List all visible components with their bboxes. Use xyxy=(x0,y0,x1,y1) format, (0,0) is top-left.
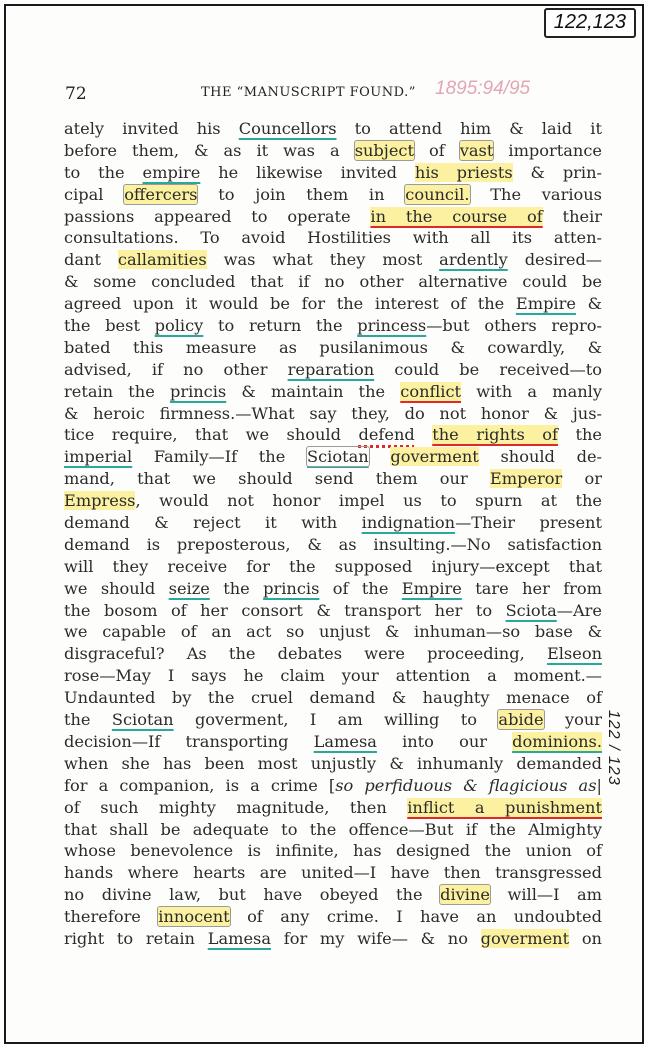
annotated-word: the rights of xyxy=(432,425,558,445)
text-line xyxy=(64,600,602,622)
page-header xyxy=(61,78,621,106)
page-number: 72 xyxy=(65,84,87,104)
text-line xyxy=(64,337,602,359)
annotated-word: in the course of xyxy=(370,206,543,226)
text-line xyxy=(64,490,602,512)
text-segment: desired— xyxy=(507,250,602,270)
text-segment xyxy=(369,447,391,466)
annotated-word: ardently xyxy=(439,250,508,270)
text-segment: of the xyxy=(319,578,402,598)
text-segment: the bosom of her consort & transport her to xyxy=(64,600,506,620)
text-segment: was what they most xyxy=(206,250,440,270)
text-segment: cipal xyxy=(64,184,125,204)
text-segment: disgraceful? As the debates were proceeding, xyxy=(64,644,547,664)
text-line xyxy=(64,381,602,403)
annotated-word: policy xyxy=(154,316,204,336)
text-segment: should de- xyxy=(478,447,602,467)
text-segment: consultations. To avoid Hostilities with all its atten- xyxy=(64,228,602,248)
text-segment: to the xyxy=(64,162,143,182)
text-segment: the xyxy=(64,710,112,730)
margin-handwritten-note: 122 / 123 xyxy=(605,710,622,786)
text-segment: agreed upon it would be for the interest of the xyxy=(64,294,516,314)
annotated-word: Lamesa xyxy=(313,731,377,751)
text-segment: & some concluded that if no other alternative could be xyxy=(64,272,602,292)
annotated-word: imperial xyxy=(64,447,133,467)
text-segment: ately invited his xyxy=(64,119,239,138)
text-line xyxy=(64,709,602,731)
text-line xyxy=(64,359,602,381)
annotated-word: goverment xyxy=(480,928,570,948)
text-segment: decision—If transporting xyxy=(64,731,314,751)
text-line xyxy=(64,118,602,140)
scanned-page xyxy=(4,4,644,1044)
annotated-word: inflict a punishment xyxy=(407,797,602,817)
text-line xyxy=(64,534,602,556)
text-segment: your xyxy=(543,710,602,730)
text-segment: to attend him & laid it xyxy=(336,119,602,138)
text-line xyxy=(64,884,602,906)
text-line xyxy=(64,840,602,862)
annotated-word: defend xyxy=(358,425,415,445)
text-segment: demand is preposterous, & as insulting.—No satisfaction xyxy=(64,534,602,554)
text-segment: for my wife— & no xyxy=(271,928,481,948)
text-segment: into our xyxy=(376,731,513,751)
text-segment: tare her from xyxy=(461,578,603,598)
text-segment: of xyxy=(413,140,460,160)
text-line xyxy=(64,621,602,643)
handwritten-page-note: 1895:94/95 xyxy=(435,78,531,99)
annotated-word: innocent xyxy=(158,907,230,927)
text-line xyxy=(64,293,602,315)
text-line xyxy=(64,578,602,600)
text-segment: , would not honor impel us to spurn at the xyxy=(135,491,602,511)
annotated-word: princis xyxy=(263,578,320,598)
text-segment: —Their present xyxy=(455,513,602,533)
annotated-word: council. xyxy=(405,184,470,204)
annotated-word: Sciotan xyxy=(111,710,174,730)
text-segment: & heroic firmness.—What say they, do not honor & jus- xyxy=(64,403,602,423)
text-segment: bated this measure as pusilanimous & cowardly, & xyxy=(64,337,602,357)
text-line xyxy=(64,162,602,184)
text-segment: that shall be adequate to the offence—But if the Almighty xyxy=(64,819,602,839)
text-segment: their xyxy=(542,206,602,226)
text-segment: on xyxy=(569,928,602,948)
text-segment: whose benevolence is infinite, has designed the union of xyxy=(64,841,602,861)
text-segment: to return the xyxy=(203,316,358,336)
text-line xyxy=(64,184,602,206)
annotated-word: Empire xyxy=(515,294,576,314)
text-segment: importance xyxy=(493,140,603,160)
text-line xyxy=(64,928,602,950)
text-line xyxy=(64,665,602,687)
annotated-word: vast xyxy=(459,140,494,160)
text-segment: hands where hearts are united—I have then transgressed xyxy=(64,863,602,883)
annotated-word: princis xyxy=(169,381,227,401)
text-segment: & xyxy=(575,294,602,314)
annotated-word: subject xyxy=(354,140,414,160)
text-segment: mand, that we should send them our xyxy=(64,469,490,489)
text-line xyxy=(64,468,602,490)
text-segment: will—I am xyxy=(489,885,602,905)
annotated-word: empire xyxy=(142,162,201,182)
annotated-word: Sciota xyxy=(505,600,557,620)
annotated-word: callamities xyxy=(117,250,207,270)
annotated-word: so perfiduous & flagicious as xyxy=(335,775,597,795)
text-segment: | xyxy=(596,775,602,795)
text-line xyxy=(64,906,602,928)
text-segment: passions appeared to operate xyxy=(64,206,371,226)
reference-number-box: 122,123 xyxy=(544,8,636,38)
text-segment: dant xyxy=(64,250,118,270)
text-line xyxy=(64,206,602,228)
annotated-word: offercers xyxy=(124,184,198,204)
annotated-word: dominions. xyxy=(512,731,602,751)
text-line xyxy=(64,687,602,709)
text-segment: & maintain the xyxy=(226,381,401,401)
text-segment: right to retain xyxy=(64,928,208,948)
text-segment: for a companion, is a crime [ xyxy=(64,775,336,795)
annotated-word: Lamesa xyxy=(207,928,271,948)
text-line xyxy=(64,643,602,665)
text-line xyxy=(64,775,602,797)
text-segment: —Are xyxy=(556,600,602,620)
text-line xyxy=(64,556,602,578)
text-segment: Undaunted by the cruel demand & haughty menace of xyxy=(64,688,602,708)
text-line xyxy=(64,819,602,841)
text-segment: advised, if no other xyxy=(64,359,288,379)
annotated-word: goverment xyxy=(390,447,479,467)
text-segment: when she has been most unjustly & inhumanly demanded xyxy=(64,753,602,773)
annotated-word: abide xyxy=(498,710,544,730)
text-segment: with a manly xyxy=(461,381,602,401)
text-segment: could be received—to xyxy=(374,359,602,379)
text-line xyxy=(64,271,602,293)
text-line xyxy=(64,249,602,271)
annotated-word: his priests xyxy=(414,162,513,182)
running-title: THE “MANUSCRIPT FOUND.” xyxy=(201,85,416,100)
text-segment: we should xyxy=(64,578,169,598)
text-segment: retain the xyxy=(64,381,170,401)
text-segment: will they receive for the supposed injury—except that xyxy=(64,556,602,576)
text-line xyxy=(64,753,602,775)
text-line xyxy=(64,512,602,534)
text-segment: demand & reject it with xyxy=(64,513,362,533)
text-line xyxy=(64,424,602,446)
text-line xyxy=(64,315,602,337)
text-segment: the xyxy=(209,578,264,598)
annotated-word: Emperor xyxy=(489,469,563,489)
text-segment: to join them in xyxy=(197,184,406,204)
text-segment: the xyxy=(557,425,602,445)
text-segment: of any crime. I have an undoubted xyxy=(229,907,603,927)
text-segment: therefore xyxy=(64,907,159,927)
annotated-word: princess xyxy=(357,316,427,336)
annotated-word: seize xyxy=(168,578,210,598)
annotated-word: reparation xyxy=(287,359,375,379)
text-segment: & prin- xyxy=(512,162,602,182)
text-segment xyxy=(415,425,432,444)
text-line xyxy=(64,140,602,162)
text-line xyxy=(64,446,602,468)
text-segment: goverment, I am willing to xyxy=(173,710,499,730)
text-segment: Family—If the xyxy=(132,447,307,467)
text-segment: we capable of an act so unjust & inhuman—so base & xyxy=(64,622,602,642)
annotated-word: Empress xyxy=(64,491,136,511)
text-segment: The various xyxy=(469,184,602,204)
text-segment: or xyxy=(562,469,602,489)
text-segment: —but others repro- xyxy=(426,316,602,336)
text-segment: tice require, that we should xyxy=(64,425,359,445)
annotated-word: conflict xyxy=(400,381,462,401)
text-segment: no divine law, but have obeyed the xyxy=(64,885,441,905)
annotated-word: indignation xyxy=(361,513,456,533)
text-segment: before them, & as it was a xyxy=(64,140,355,160)
annotated-word: Empire xyxy=(401,578,462,598)
text-segment: the best xyxy=(64,316,155,336)
page-body-text xyxy=(64,118,602,950)
annotated-word: Councellors xyxy=(238,119,337,138)
text-line xyxy=(64,403,602,425)
annotated-word: Elseon xyxy=(546,644,602,664)
text-line xyxy=(64,227,602,249)
annotated-word: Sciotan xyxy=(306,447,369,467)
text-segment: rose—May I says he claim your attention a moment.— xyxy=(64,666,602,686)
text-segment: of such mighty magnitude, then xyxy=(64,797,408,817)
text-segment: he likewise invited xyxy=(200,162,415,182)
text-line xyxy=(64,797,602,819)
text-line xyxy=(64,731,602,753)
annotated-word: divine xyxy=(440,885,490,905)
text-line xyxy=(64,862,602,884)
